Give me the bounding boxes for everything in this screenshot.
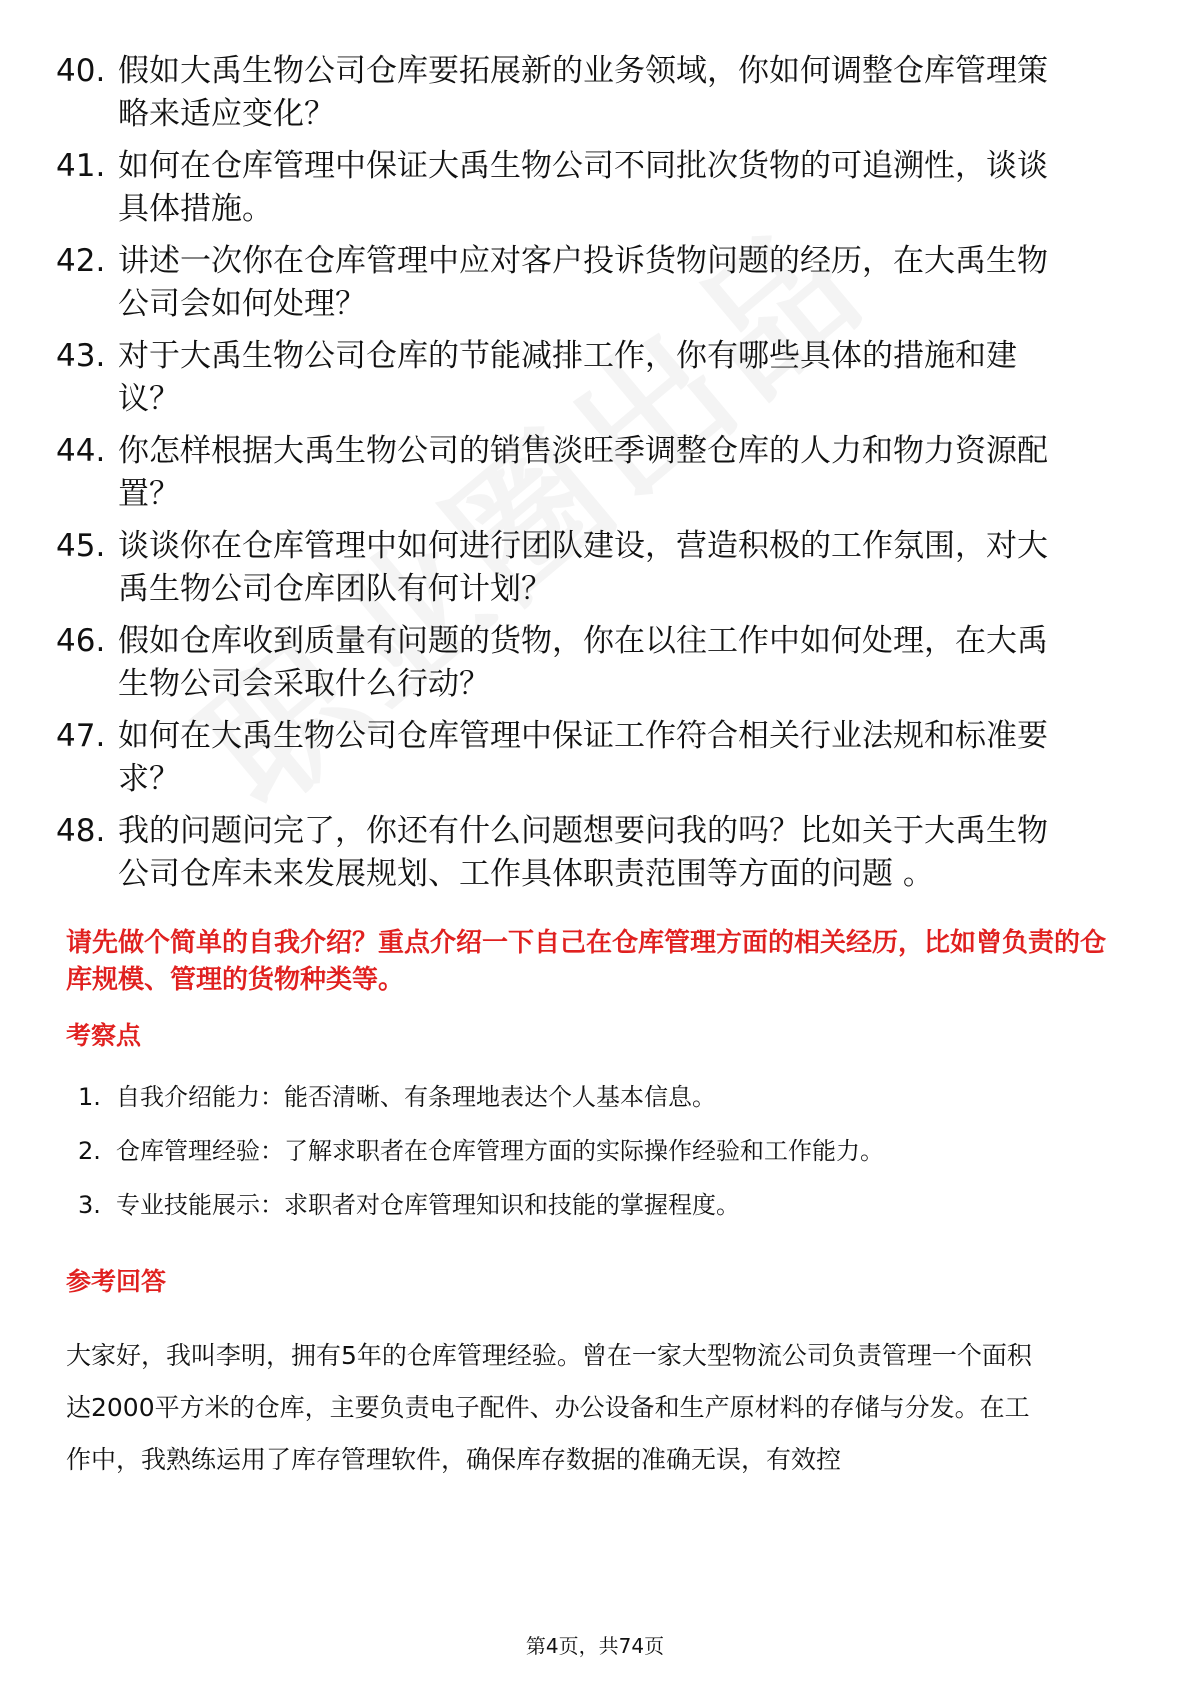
question-list (56, 50, 1136, 905)
assessment-text: 自我介绍能力：能否清晰、有条理地表达个人基本信息。 (116, 1083, 716, 1111)
question-item (56, 620, 1136, 706)
assessment-item (78, 1188, 884, 1222)
question-number: 44. (56, 433, 106, 469)
assessment-number: 3. (78, 1191, 101, 1219)
assessment-number: 1. (78, 1083, 101, 1111)
question-number: 48. (56, 813, 106, 849)
assessment-title: 考察点 (66, 1021, 142, 1050)
question-number: 46. (56, 623, 106, 659)
question-number: 42. (56, 243, 106, 279)
question-item (56, 810, 1136, 896)
page-footer: 第4页，共74页 (525, 1634, 665, 1658)
question-number: 45. (56, 528, 106, 564)
assessment-item (78, 1134, 884, 1168)
question-item (56, 715, 1136, 801)
question-text: 讲述一次你在仓库管理中应对客户投诉货物问题的经历，在大禹生物公司会如何处理？ (118, 243, 1048, 322)
question-number: 41. (56, 148, 106, 184)
reference-answer: 大家好，我叫李明，拥有5年的仓库管理经验。曾在一家大型物流公司负责管理一个面积达2000平方米的仓库，主要负责电子配件、办公设备和生产原材料的存储与分发。在工作中，我熟练运用了库存管理软件，确保库存数据的准确无误，有效控 (66, 1341, 1032, 1474)
question-text: 假如大禹生物公司仓库要拓展新的业务领域，你如何调整仓库管理策略来适应变化？ (118, 53, 1048, 132)
assessment-list (78, 1080, 884, 1242)
assessment-item (78, 1080, 884, 1114)
question-text: 你怎样根据大禹生物公司的销售淡旺季调整仓库的人力和物力资源配置？ (118, 433, 1048, 512)
question-text: 谈谈你在仓库管理中如何进行团队建设，营造积极的工作氛围，对大禹生物公司仓库团队有何计划？ (118, 528, 1048, 607)
question-item (56, 525, 1136, 611)
question-item (56, 335, 1136, 421)
question-number: 47. (56, 718, 106, 754)
question-item (56, 240, 1136, 326)
question-item (56, 145, 1136, 231)
featured-question: 请先做个简单的自我介绍？重点介绍一下自己在仓库管理方面的相关经历，比如曾负责的仓库规模、管理的货物种类等。 (66, 928, 1107, 995)
question-number: 43. (56, 338, 106, 374)
assessment-number: 2. (78, 1137, 101, 1165)
question-item (56, 430, 1136, 516)
assessment-text: 专业技能展示：求职者对仓库管理知识和技能的掌握程度。 (116, 1191, 740, 1219)
question-text: 对于大禹生物公司仓库的节能减排工作，你有哪些具体的措施和建议？ (118, 338, 1017, 417)
question-text: 我的问题问完了，你还有什么问题想要问我的吗？比如关于大禹生物公司仓库未来发展规划、工作具体职责范围等方面的问题 。 (118, 813, 1048, 892)
question-text: 如何在仓库管理中保证大禹生物公司不同批次货物的可追溯性，谈谈具体措施。 (118, 148, 1048, 227)
question-text: 假如仓库收到质量有问题的货物，你在以往工作中如何处理，在大禹生物公司会采取什么行动？ (118, 623, 1048, 702)
question-item (56, 50, 1136, 136)
question-number: 40. (56, 53, 106, 89)
reference-title: 参考回答 (66, 1267, 167, 1296)
assessment-text: 仓库管理经验：了解求职者在仓库管理方面的实际操作经验和工作能力。 (116, 1137, 884, 1165)
question-text: 如何在大禹生物公司仓库管理中保证工作符合相关行业法规和标准要求？ (118, 718, 1048, 797)
